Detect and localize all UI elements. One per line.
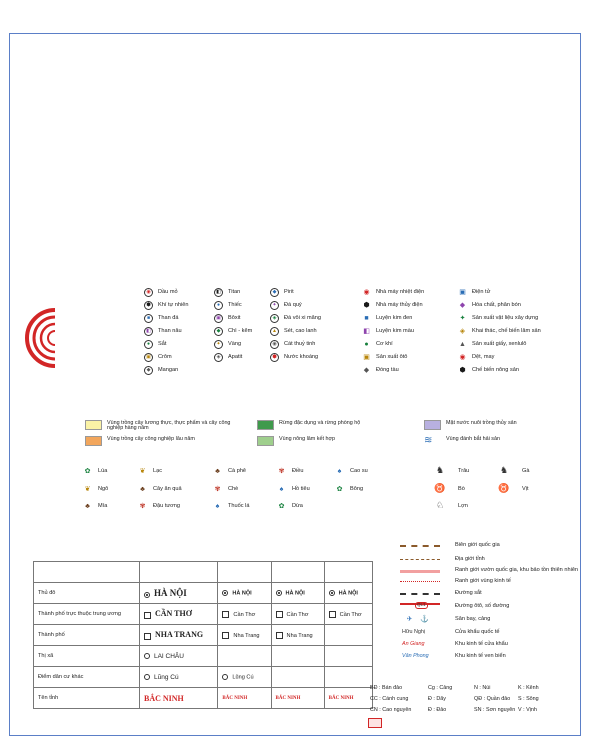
ho-chi-minh-road-symbol: [368, 718, 382, 728]
settlement-symbol: [144, 633, 151, 640]
admin-cell: [139, 604, 217, 625]
line-label: Đường sắt: [455, 590, 482, 596]
abbr-item: K : Kênh: [518, 685, 539, 691]
admin-cell-text: Lũng Cú: [232, 674, 254, 681]
agri-zone-swatch: [257, 436, 274, 446]
mining-label: Crôm: [158, 354, 172, 360]
admin-cell: [218, 667, 271, 688]
admin-row: [34, 667, 373, 688]
abbr-item: V : Vịnh: [518, 707, 537, 713]
industry-branch-icon: ◆: [459, 302, 466, 309]
admin-row: [34, 688, 373, 709]
agri-zone-label: Vùng trồng cây lương thực, thực phẩm và cây công nghiệp hàng năm: [107, 420, 231, 432]
admin-cell-text: Cần Thơ: [233, 611, 256, 618]
settlement-symbol: [222, 611, 229, 618]
admin-cell-text: Lũng Cú: [153, 673, 179, 681]
crop-label: Cao su: [350, 468, 368, 474]
mining-label: Đá quý: [284, 302, 302, 308]
admin-cell-text: HÀ NỘI: [232, 590, 252, 597]
mining-label: Apatit: [228, 354, 243, 360]
admin-cell: [324, 667, 372, 688]
mining-icon: ✦: [270, 301, 279, 310]
industry-branch-label: Cơ khí: [376, 341, 393, 347]
crop-icon: ♠: [279, 486, 284, 493]
industry-branch-label: Nhà máy thủy điện: [376, 302, 423, 308]
capital-symbol: [222, 590, 228, 596]
mining-label: Sét, cao lanh: [284, 328, 317, 334]
admin-header-cell: [218, 562, 271, 583]
mining-icon: ▣: [214, 314, 223, 323]
admin-row: [34, 583, 373, 604]
airport-icon: ✈: [406, 616, 413, 623]
admin-cell-text: Cần Thơ: [286, 611, 309, 618]
crop-label: Hồ tiêu: [292, 486, 310, 492]
industry-branch-icon: ■: [364, 315, 369, 322]
mining-icon: ◆: [214, 327, 223, 336]
industry-branch-label: Sản xuất ôtô: [376, 354, 408, 360]
mining-icon: ✦: [214, 340, 223, 349]
crop-label: Lạc: [153, 468, 163, 474]
industry-branch-label: Sản xuất giấy, xenlulô: [472, 341, 527, 347]
line-symbol: [400, 581, 440, 582]
mining-label: Than nâu: [158, 328, 182, 334]
admin-cell-text: BẮC NINH: [328, 696, 354, 701]
crop-label: Cà phê: [228, 468, 247, 474]
livestock-icon: ♞: [435, 465, 445, 475]
settlement-symbol: [222, 674, 228, 680]
livestock-label: Lợn: [458, 503, 468, 509]
crop-icon: ✾: [139, 503, 146, 510]
mining-label: Khí tự nhiên: [158, 302, 189, 308]
admin-cell: [271, 583, 324, 604]
mining-icon: ▣: [144, 353, 153, 362]
line-sample-text: QL1: [417, 602, 426, 607]
centers-size-arc: [48, 331, 55, 345]
crop-icon: ✿: [84, 468, 91, 475]
line-label: Ranh giới vườn quốc gia, khu bảo tồn thiên nhiên: [455, 567, 579, 573]
mining-icon: ◆: [270, 288, 279, 297]
crop-label: Chè: [228, 486, 239, 492]
abbr-item: Đ : Dãy: [428, 696, 446, 702]
admin-cell-text: CẦN THƠ: [154, 609, 192, 619]
crop-label: Ngô: [98, 486, 109, 492]
industry-branch-label: Sản xuất vật liệu xây dựng: [472, 315, 539, 321]
admin-cell: [218, 583, 271, 604]
admin-cell: [139, 688, 217, 709]
settlement-symbol: [144, 674, 150, 680]
mining-label: Pirit: [284, 289, 294, 295]
livestock-label: Vịt: [522, 486, 529, 492]
line-label: Đường ôtô, số đường: [455, 603, 510, 609]
admin-row-label: Điểm dân cư khác: [34, 667, 140, 688]
mining-label: Vàng: [228, 341, 242, 347]
agri-zone-label: Vùng trồng cây công nghiệp lâu năm: [107, 436, 195, 442]
settlement-symbol: [144, 653, 150, 659]
admin-header-cell: [271, 562, 324, 583]
admin-cell: [324, 688, 372, 709]
settlement-symbol: [222, 632, 229, 639]
abbr-item: BĐ : Bán đảo: [370, 685, 403, 691]
industry-branch-icon: ▣: [363, 354, 370, 361]
industry-branch-label: Điện tử: [472, 289, 491, 295]
livestock-label: Gà: [522, 468, 530, 474]
mining-icon: ◈: [270, 314, 279, 323]
admin-row-label: Thành phố: [34, 625, 140, 646]
industry-branch-icon: ●: [364, 341, 369, 348]
line-label: Khu kinh tế cửa khẩu: [455, 641, 508, 647]
abbr-item: Cg : Cảng: [428, 685, 453, 691]
industry-branch-icon: ◆: [363, 367, 370, 374]
crop-icon: ❦: [84, 486, 91, 493]
mining-icon: ▲: [270, 327, 279, 336]
admin-header-cell: [139, 562, 217, 583]
mining-label: Đá vôi xi măng: [284, 315, 321, 321]
abbr-item: N : Núi: [474, 685, 491, 691]
livestock-icon: ♉: [498, 483, 510, 493]
admin-cell: [324, 646, 372, 667]
industry-branch-icon: ◉: [363, 289, 370, 296]
agri-zone-swatch: ≋: [424, 436, 441, 446]
admin-row-label: Thủ đô: [34, 583, 140, 604]
admin-cell: [271, 646, 324, 667]
line-symbol: [400, 570, 440, 573]
admin-cell-text: Nha Trang: [286, 632, 313, 639]
admin-cell: [324, 583, 372, 604]
mining-icon: ◉: [144, 288, 153, 297]
livestock-label: Trâu: [458, 468, 470, 474]
industry-branch-icon: ⬢: [459, 367, 466, 374]
admin-cell: [139, 583, 217, 604]
mining-icon: ●: [144, 340, 153, 349]
admin-row-label: Tên tỉnh: [34, 688, 140, 709]
agri-zone-label: Rừng đặc dụng và rừng phòng hộ: [279, 420, 361, 426]
mining-label: Dầu mỏ: [158, 289, 178, 295]
crop-icon: ♠: [337, 468, 342, 475]
abbr-item: SN : Sơn nguyên: [474, 707, 516, 713]
admin-cell: [271, 688, 324, 709]
admin-cell: [271, 604, 324, 625]
crop-icon: ❦: [139, 468, 146, 475]
mining-label: Cát thuỷ tinh: [284, 341, 316, 347]
industry-branch-label: Dệt, may: [472, 354, 495, 360]
livestock-icon: ♉: [434, 483, 446, 493]
line-label: Biên giới quốc gia: [455, 542, 500, 548]
line-sample-text: Vân Phong: [402, 653, 429, 659]
admin-cell: [139, 667, 217, 688]
industry-branch-label: Chế biến nông sản: [472, 367, 519, 373]
line-label: Địa giới tỉnh: [455, 556, 485, 562]
capital-symbol: [144, 592, 150, 598]
mining-icon: ◈: [214, 353, 223, 362]
abbr-item: Đ : Đảo: [428, 707, 447, 713]
admin-row: [34, 625, 373, 646]
mining-icon: ⬢: [270, 353, 279, 362]
agri-zone-label: Vùng nông lâm kết hợp: [279, 436, 335, 442]
settlement-symbol: [276, 611, 283, 618]
line-label: Khu kinh tế ven biển: [455, 653, 506, 659]
crop-icon: ♣: [85, 503, 90, 510]
line-symbol: [400, 593, 440, 595]
agri-zone-swatch: [85, 420, 102, 430]
agri-zone-label: Mặt nước nuôi trồng thủy sản: [446, 420, 517, 426]
industry-branch-label: Nhà máy nhiệt điện: [376, 289, 425, 295]
admin-cell: [218, 688, 271, 709]
crop-label: Điều: [292, 468, 304, 474]
industry-branch-label: Hóa chất, phân bón: [472, 302, 521, 308]
line-symbol: [400, 545, 440, 547]
admin-header-cell: [34, 562, 140, 583]
admin-cell-text: HÀ NỘI: [285, 590, 305, 597]
line-sample-text: An Giang: [402, 641, 425, 647]
mining-label: Mangan: [158, 367, 179, 373]
admin-row-label: Thành phố trực thuộc trung ương: [34, 604, 140, 625]
admin-cell: [324, 625, 372, 646]
agri-zone-swatch: [257, 420, 274, 430]
line-label: Sân bay, cảng: [455, 616, 491, 622]
mining-label: Bôxit: [228, 315, 241, 321]
mining-icon: ◆: [144, 366, 153, 375]
settlement-symbol: [276, 632, 283, 639]
abbr-item: CC : Cánh cung: [370, 696, 409, 702]
mining-icon: ◉: [270, 340, 279, 349]
admin-cell-text: BẮC NINH: [143, 693, 184, 703]
mining-icon: ◧: [144, 327, 153, 336]
crop-label: Đậu tương: [153, 503, 181, 509]
industry-branch-icon: ▲: [459, 341, 466, 348]
crop-icon: ♠: [215, 503, 220, 510]
line-sample-text: Hữu Nghị: [402, 629, 426, 635]
mining-icon: ■: [144, 314, 153, 323]
port-icon: ⚓: [420, 616, 429, 623]
admin-row-label: Thị xã: [34, 646, 140, 667]
capital-symbol: [329, 590, 335, 596]
admin-cell: [324, 604, 372, 625]
crop-label: Bông: [350, 486, 364, 492]
admin-cell-text: BẮC NINH: [275, 696, 301, 701]
crop-icon: ✿: [336, 486, 343, 493]
admin-cell: [271, 667, 324, 688]
crop-label: Thuốc lá: [228, 503, 250, 509]
mining-label: Than đá: [158, 315, 179, 321]
mining-icon: ●: [214, 301, 223, 310]
admin-cell: [271, 625, 324, 646]
admin-cell: [139, 646, 217, 667]
admin-cell: [139, 625, 217, 646]
line-label: Ranh giới vùng kinh tế: [455, 578, 511, 584]
admin-cell: [218, 625, 271, 646]
industry-branch-icon: ◧: [363, 328, 370, 335]
crop-icon: ♣: [140, 486, 145, 493]
admin-table: [33, 561, 373, 709]
admin-cell-text: LAI CHÂU: [153, 652, 184, 660]
agri-zone-swatch: [424, 420, 441, 430]
admin-cell-text: BẮC NINH: [222, 696, 248, 701]
centers-size-symbols: [24, 307, 58, 369]
admin-row: [34, 604, 373, 625]
settlement-symbol: [144, 612, 151, 619]
mining-icon: ⬢: [144, 301, 153, 310]
mining-label: Chì - kẽm: [228, 328, 253, 334]
agri-zone-label: Vùng đánh bắt hải sản: [446, 436, 500, 442]
mining-label: Titan: [228, 289, 241, 295]
industry-branch-icon: ▣: [459, 289, 466, 296]
admin-cell-text: NHA TRANG: [154, 630, 204, 640]
admin-cell-text: HÀ NỘI: [153, 588, 187, 598]
industry-branch-label: Đóng tàu: [376, 367, 399, 373]
crop-icon: ✿: [278, 503, 285, 510]
industry-branch-icon: ◉: [459, 354, 466, 361]
mining-label: Sắt: [158, 341, 167, 347]
mining-label: Thiếc: [228, 302, 242, 308]
industry-branch-label: Khai thác, chế biến lâm sản: [472, 328, 541, 334]
crop-label: Mía: [98, 503, 108, 509]
admin-cell-text: Cần Thơ: [339, 611, 362, 618]
livestock-icon: ♞: [499, 465, 509, 475]
admin-header-cell: [324, 562, 372, 583]
mining-icon: ◧: [214, 288, 223, 297]
industry-branch-label: Luyện kim đen: [376, 315, 413, 321]
abbr-item: CN : Cao nguyên: [370, 707, 412, 713]
crop-label: Lúa: [98, 468, 108, 474]
settlement-symbol: [329, 611, 336, 618]
industry-branch-icon: ✦: [459, 315, 466, 322]
mining-label: Nước khoáng: [284, 354, 319, 360]
crop-icon: ♣: [215, 468, 220, 475]
industry-branch-icon: ⬢: [363, 302, 370, 309]
industry-branch-label: Luyện kim màu: [376, 328, 414, 334]
capital-symbol: [276, 590, 282, 596]
line-label: Cửa khẩu quốc tế: [455, 629, 500, 635]
line-symbol: [400, 559, 440, 560]
admin-cell: [218, 604, 271, 625]
livestock-label: Bò: [458, 486, 465, 492]
admin-cell: [218, 646, 271, 667]
crop-icon: ✾: [278, 468, 285, 475]
livestock-icon: ♘: [435, 500, 445, 510]
abbr-item: QĐ : Quần đảo: [474, 696, 511, 702]
agri-zone-swatch: [85, 436, 102, 446]
crop-label: Cây ăn quả: [153, 486, 182, 492]
admin-cell-text: Nha Trang: [233, 632, 260, 639]
admin-cell-text: HÀ NỘI: [338, 590, 358, 597]
crop-icon: ✾: [214, 486, 221, 493]
industry-branch-icon: ◈: [459, 328, 466, 335]
abbr-item: S : Sông: [518, 696, 539, 702]
crop-label: Dừa: [292, 503, 303, 509]
admin-row: [34, 646, 373, 667]
